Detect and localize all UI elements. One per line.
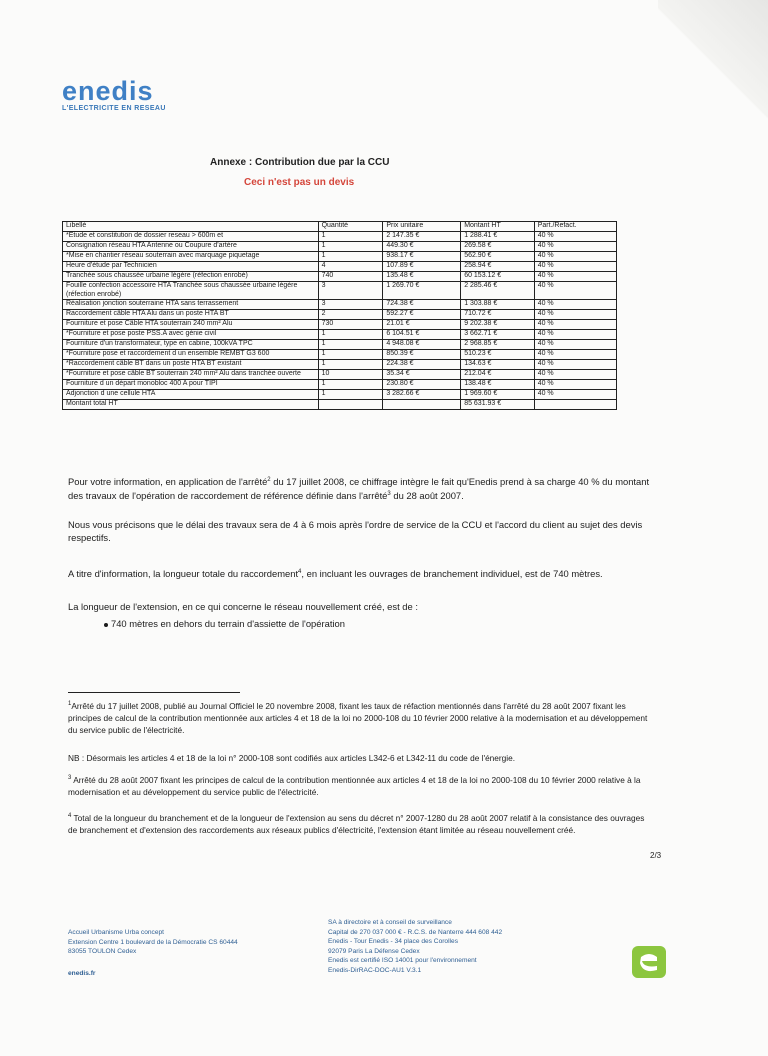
footnote-4: $^4$ Total de la longueur du branchement et de la longueur de l'extension au sens du décret n° 2007-1280 du 28 août 2007 relatif à la consistance des ouvrages de branchement et d'extension des raccordements aux réseaux publics d'électricité, l'extension étant limitée au réseau nouvellement créé. — [68, 812, 645, 835]
cell-quantite: 3 — [318, 300, 383, 310]
table-row — [63, 262, 617, 272]
cell-montant-ht: 562.90 € — [461, 252, 535, 262]
cell-prix-unitaire: 21.01 € — [383, 320, 461, 330]
logo-wordmark: enedis — [62, 76, 154, 106]
cell-libelle: *Etude et constitution de dossier reseau > 600m et — [63, 232, 319, 242]
cell-libelle: Consignation réseau HTA Antenne ou Coupure d'artère — [63, 242, 319, 252]
cell-part-refact: 40 % — [534, 310, 616, 320]
cell-prix-unitaire: 850.39 € — [383, 350, 461, 360]
table-header-row — [63, 222, 617, 232]
footnote-3: $^3$ Arrêté du 28 août 2007 fixant les principes de calcul de la contribution mentionnée aux articles 4 et 18 de la loi no 2000-108 du 10 février 2000 relative à la modernisation et au développement du service public de l'électricité. — [68, 774, 641, 797]
cell-montant-ht: 138.48 € — [461, 380, 535, 390]
cell-quantite: 730 — [318, 320, 383, 330]
cell-quantite: 1 — [318, 252, 383, 262]
table-row — [63, 282, 617, 300]
cell-part-refact: 40 % — [534, 340, 616, 350]
cell-montant-ht: 2 968.85 € — [461, 340, 535, 350]
cell-quantite: 740 — [318, 272, 383, 282]
cell-libelle: Heure d'étude par Technicien — [63, 262, 319, 272]
cell-libelle: Raccordement câble HTA Alu dans un poste HTA BT — [63, 310, 319, 320]
footnote-divider — [68, 692, 240, 693]
cell-part-refact: 40 % — [534, 390, 616, 400]
cell-part-refact: 40 % — [534, 282, 616, 300]
cell-prix-unitaire: 107.89 € — [383, 262, 461, 272]
cell-quantite: 1 — [318, 380, 383, 390]
cell-quantite: 10 — [318, 370, 383, 380]
cell-part-refact: 40 % — [534, 300, 616, 310]
paragraph-extension: La longueur de l'extension, en ce qui concerne le réseau nouvellement créé, est de : — [68, 601, 418, 612]
cell-montant-ht: 1 303.88 € — [461, 300, 535, 310]
footer-website: enedis.fr — [68, 970, 96, 977]
cell-libelle: Fourniture et pose Câble HTA souterrain 240 mm² Alu — [63, 320, 319, 330]
enedis-logo — [62, 78, 166, 112]
footnote-nb: NB : Désormais les articles 4 et 18 de la loi n° 2000-108 sont codifiés aux articles L342-6 et L342-11 du code de l'énergie. — [68, 753, 516, 763]
header-part-refact: Part./Refact. — [534, 222, 616, 232]
logo-tagline: L'ELECTRICITE EN RESEAU — [62, 105, 166, 112]
cell-part-refact: 40 % — [534, 370, 616, 380]
cell-prix-unitaire: 135.48 € — [383, 272, 461, 282]
table-row — [63, 380, 617, 390]
table-row — [63, 252, 617, 262]
bullet-extension: 740 mètres en dehors du terrain d'assiette de l'opération — [104, 618, 345, 629]
cell-libelle: *Mise en chantier réseau souterrain avec marquage piquetage — [63, 252, 319, 262]
cell-quantite: 1 — [318, 340, 383, 350]
cell-part-refact: 40 % — [534, 380, 616, 390]
cell-montant-ht: 60 153.12 € — [461, 272, 535, 282]
table-row — [63, 320, 617, 330]
cell-libelle: *Fourniture pose et raccordement d un ensemble REMBT G3 600 — [63, 350, 319, 360]
cell-prix-unitaire: 4 948.08 € — [383, 340, 461, 350]
cell-montant-ht: 269.58 € — [461, 242, 535, 252]
cell-part-refact: 40 % — [534, 360, 616, 370]
empty-cell — [383, 400, 461, 410]
cell-prix-unitaire: 592.27 € — [383, 310, 461, 320]
cell-libelle: Tranchée sous chaussée urbaine légère (réfection enrobé) — [63, 272, 319, 282]
table-row — [63, 272, 617, 282]
cell-montant-ht: 134.63 € — [461, 360, 535, 370]
cell-montant-ht: 258.94 € — [461, 262, 535, 272]
footer-legal: SA à directoire et à conseil de surveillance Capital de 270 037 000 € - R.C.S. de Nanterre 444 608 442 Enedis - Tour Enedis - 34 place des Corolles 92079 Paris La Défense Cedex Enedis est certifié ISO 14001 pour l'environnement Enedis-DirRAC-DOC-AU1 V.3.1 — [328, 919, 503, 974]
cell-montant-ht: 710.72 € — [461, 310, 535, 320]
cell-libelle: Fourniture d un départ monobloc 400 A pour TIPI — [63, 380, 319, 390]
table-row — [63, 390, 617, 400]
table-row — [63, 232, 617, 242]
cell-part-refact: 40 % — [534, 350, 616, 360]
cell-libelle: Fouille confection accessoire HTA Tranchée sous chaussée urbaine légère (réfection enrobé) — [63, 282, 319, 300]
cell-montant-ht: 1 969.60 € — [461, 390, 535, 400]
header-quantite: Quantité — [318, 222, 383, 232]
cell-part-refact: 40 % — [534, 242, 616, 252]
table-row — [63, 330, 617, 340]
cell-part-refact: 40 % — [534, 262, 616, 272]
cell-quantite: 1 — [318, 242, 383, 252]
cell-prix-unitaire: 938.17 € — [383, 252, 461, 262]
paragraph-longueur: A titre d'information, la longueur totale du raccordement$^4$, en incluant les ouvrages de branchement individuel, est de 740 mètres. — [68, 568, 603, 580]
cell-prix-unitaire: 2 147.35 € — [383, 232, 461, 242]
cell-part-refact: 40 % — [534, 272, 616, 282]
folded-corner — [658, 0, 768, 150]
table-row — [63, 242, 617, 252]
table-row — [63, 370, 617, 380]
cell-libelle: Adjonction d une cellule HTA — [63, 390, 319, 400]
cell-part-refact: 40 % — [534, 232, 616, 242]
footnote-1: $^1$Arrêté du 17 juillet 2008, publié au Journal Officiel le 20 novembre 2008, fixant les taux de réfaction mentionnés dans l'arrêté du 28 août 2007 fixant les principes de calcul de la contribution mentionnée aux articles 4 et 18 de la loi no 2000-108 du 10 février 2000 relative à la modernisation et au développement du service public de l'électricité. — [68, 700, 648, 735]
cell-libelle: *Fourniture et pose poste PSS.A avec génie civil — [63, 330, 319, 340]
cell-quantite: 1 — [318, 330, 383, 340]
cell-quantite: 1 — [318, 350, 383, 360]
header-prix-unitaire: Prix unitaire — [383, 222, 461, 232]
cell-quantite: 1 — [318, 390, 383, 400]
cell-libelle: Fourniture d'un transformateur, type en cabine, 100kVA TPC — [63, 340, 319, 350]
cell-prix-unitaire: 6 104.51 € — [383, 330, 461, 340]
cell-libelle: *Raccordement câble BT dans un poste HTA BT existant — [63, 360, 319, 370]
header-montant-ht: Montant HT — [461, 222, 535, 232]
table-total-row — [63, 400, 617, 410]
cell-montant-ht: 2 285.46 € — [461, 282, 535, 300]
enedis-emblem-icon — [632, 946, 666, 978]
table-row — [63, 300, 617, 310]
cell-prix-unitaire: 1 269.70 € — [383, 282, 461, 300]
cell-libelle: *Fourniture et pose câble BT souterrain 240 mm² Alu dans tranchée ouverte — [63, 370, 319, 380]
page-number: 2/3 — [650, 851, 662, 860]
table-row — [63, 340, 617, 350]
table-row — [63, 350, 617, 360]
paragraph-arrete: Pour votre information, en application de l'arrêté$^2$ du 17 juillet 2008, ce chiffrage intègre le fait qu'Enedis prend à sa charge 40 % du montant des travaux de l'opération de raccordement de référence définie dans l'arrêté$^3$ du 28 août 2007. — [68, 476, 650, 502]
cell-quantite: 2 — [318, 310, 383, 320]
cell-prix-unitaire: 35.34 € — [383, 370, 461, 380]
cell-montant-ht: 3 662.71 € — [461, 330, 535, 340]
bullet-dot — [104, 623, 108, 627]
cell-part-refact: 40 % — [534, 330, 616, 340]
not-a-quote-notice: Ceci n'est pas un devis — [244, 177, 355, 188]
cell-part-refact: 40 % — [534, 320, 616, 330]
contribution-table — [62, 221, 617, 410]
cell-montant-ht: 9 202.38 € — [461, 320, 535, 330]
cell-part-refact: 40 % — [534, 252, 616, 262]
cell-prix-unitaire: 724.38 € — [383, 300, 461, 310]
empty-cell — [534, 400, 616, 410]
cell-libelle: Réalisation jonction souterraine HTA sans terrassement — [63, 300, 319, 310]
cell-prix-unitaire: 3 282.66 € — [383, 390, 461, 400]
header-libelle: Libellé — [63, 222, 319, 232]
cell-prix-unitaire: 449.30 € — [383, 242, 461, 252]
paragraph-delai: Nous vous précisons que le délai des travaux sera de 4 à 6 mois après l'ordre de service de la CCU et l'accord du client au sujet des devis respectifs. — [68, 519, 643, 543]
footer-address: Accueil Urbanisme Urba concept Extension Centre 1 boulevard de la Démocratie CS 60444 83055 TOULON Cedex — [68, 929, 238, 955]
cell-quantite: 3 — [318, 282, 383, 300]
empty-cell — [318, 400, 383, 410]
cell-montant-ht: 212.04 € — [461, 370, 535, 380]
total-value: 85 631.93 € — [461, 400, 535, 410]
annexe-title: Annexe : Contribution due par la CCU — [210, 157, 390, 168]
cell-quantite: 4 — [318, 262, 383, 272]
cell-prix-unitaire: 224.38 € — [383, 360, 461, 370]
cell-quantite: 1 — [318, 232, 383, 242]
cell-montant-ht: 1 288.41 € — [461, 232, 535, 242]
cell-montant-ht: 510.23 € — [461, 350, 535, 360]
cell-quantite: 1 — [318, 360, 383, 370]
table-row — [63, 310, 617, 320]
cell-prix-unitaire: 230.80 € — [383, 380, 461, 390]
table-row — [63, 360, 617, 370]
total-label: Montant total HT — [63, 400, 319, 410]
